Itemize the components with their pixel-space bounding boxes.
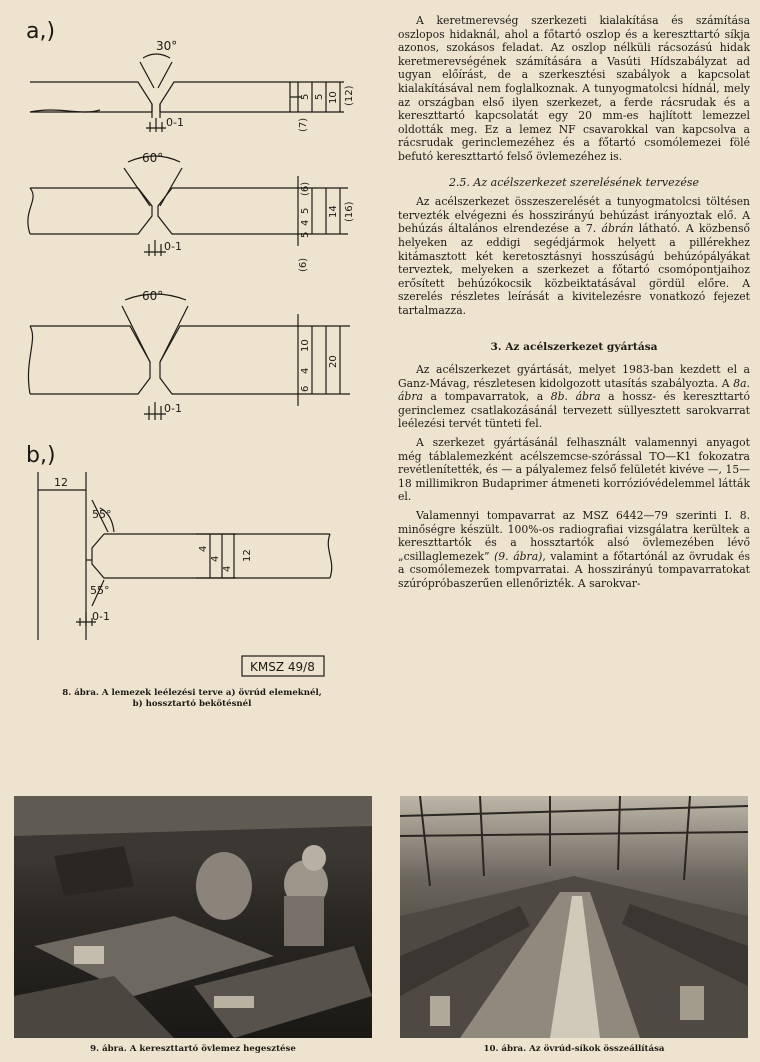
gap-label: 0-1 xyxy=(164,402,182,415)
weld-panel-2 xyxy=(28,156,348,256)
angle-label: 60° xyxy=(142,151,164,165)
angle-label: 60° xyxy=(142,289,164,303)
dim-label: 14 xyxy=(328,205,339,218)
dim-label: 4 xyxy=(210,555,221,562)
dim-label: 5 xyxy=(314,93,325,100)
label-a: a,) xyxy=(26,19,56,44)
angle-label: 55° xyxy=(90,584,110,597)
dim-label: 5 xyxy=(300,93,311,100)
figure-8-drawing xyxy=(0,0,380,720)
paragraph xyxy=(398,195,750,317)
text-column xyxy=(398,14,750,591)
dim-label: 4 xyxy=(300,219,311,226)
figure-10-caption: 10. ábra. Az övrúd-síkok összeállítása xyxy=(483,1044,665,1054)
gap-label: 0-1 xyxy=(166,116,184,129)
figure-8-caption xyxy=(12,688,372,710)
dim-label: 5 xyxy=(300,207,311,214)
emphasis: 8b. ábra xyxy=(550,390,601,404)
angle-label: 55° xyxy=(92,508,112,521)
dim-label: 4 xyxy=(222,565,233,572)
emphasis: 8a. ábra xyxy=(398,376,750,404)
emphasis: (9. ábra) xyxy=(494,549,543,563)
dim-label: 4 xyxy=(198,545,209,552)
figure-8-caption-line1: 8. ábra. A lemezek leélezési terve a) övrúd elemeknél, xyxy=(62,688,322,698)
emphasis: ábrán xyxy=(601,222,634,236)
paragraph xyxy=(398,509,750,591)
dim-label: 5 xyxy=(300,231,311,238)
dim-label: 10 xyxy=(300,339,311,352)
paragraph xyxy=(398,363,750,431)
figure-9-caption: 9. ábra. A kereszttartó övlemez hegesztése xyxy=(90,1044,296,1054)
dim-label: 12 xyxy=(54,476,68,489)
section-heading-2-5: 2.5. Az acélszerkezet szerelésének tervezése xyxy=(448,175,700,189)
photo-assembly-image xyxy=(400,796,748,1038)
dim-label: 4 xyxy=(300,367,311,374)
stamp-text: KMSZ 49/8 xyxy=(250,660,315,674)
paragraph: A keretmerevség szerkezeti kialakítása és számítása oszlopos hidaknál, ahol a főtartó oszlop és a kereszttartó síkja azonos, szokásos feladat. Az oszlop nélküli rácsozású hidak keretmerevségének számítására a Vasúti Hídszabályzat ad ugyan előírást, de a szerkesztési szabályok a kapcsolat kialakításával nem foglalkoznak. A tunyogmatolcsi hídnál, mely az országban első ilyen szerkezet, a ferde rácsrudak és a kereszttartó kapcsolatát egy 20 mm-es hajlított lemezzel oldották meg. Ez a lemez NF csavarokkal van kapcsolva a rácsrudak gerinclemezéhez és a főtartó csomólemezei fölé befutó kereszttartó felső övlemezéhez is. xyxy=(398,14,750,163)
photo-welding-image xyxy=(14,796,372,1038)
dim-label: 6 xyxy=(300,385,311,392)
figure-8-caption-line2: b) hossztartó bekötésnél xyxy=(132,699,252,709)
gap-label: 0-1 xyxy=(92,610,110,623)
label-b: b,) xyxy=(26,443,56,468)
angle-label: 30° xyxy=(156,39,178,53)
section-heading-3: 3. Az acélszerkezet gyártása xyxy=(490,341,658,354)
photo-assembly xyxy=(400,796,748,1038)
dim-label: (6) xyxy=(298,257,309,272)
gap-label: 0-1 xyxy=(164,240,182,253)
dim-label: (16) xyxy=(344,201,355,222)
dim-label: 10 xyxy=(328,91,339,104)
dim-label: (7) xyxy=(298,117,309,132)
text-span: Az acélszerkezet összeszerelését a tunyogmatolcsi töltésen tervezték elvégezni és hosszirányú behúzást irányoztak elő. A behúzás általános elrendezése a 7. xyxy=(398,195,750,236)
paragraph: A szerkezet gyártásánál felhasznált valamennyi anyagot még táblalemezként acélszemcse-szórással TO—K1 fokozatra revétlenítették, és — a pályalemez felső felületét kivéve —, 15—18 millimikron Budaprimer átmeneti korrózióvédelemmel látták el. xyxy=(398,436,750,504)
text-span: látható. A közbenső helyeken az eddigi segédjármok helyett a pillérekhez kitámasztott két keretosztásnyi hosszúságú behúzópályákat terveztek, melyeken a szerkezet a főtartó csomópontjaihoz erősített behúzókocsik közbeiktatásával gördül előre. A szerelés részletes leírását a kivitelezésre vonatkozó fejezet tartalmazza. xyxy=(398,222,750,317)
text-span: Az acélszerkezet gyártását, melyet 1983-ban kezdett el a Ganz-Mávag, részletesen kidolgozott utasítás szabályozta. A xyxy=(398,363,750,390)
text-span: Valamennyi tompavarrat az MSZ 6442—79 szerinti I. 8. minőségre készült. 100%-os radiografiai vizsgálatra kerültek a kereszttartók és a hossztartók alsó övlemezében lévő „csillaglemezek” xyxy=(398,509,750,563)
dim-label: (12) xyxy=(344,85,355,106)
text-span: a hossz- és kereszttartó gerinclemez csatlakozásánál tervezett süllyesztett sarokvarrat leélezési tervét tünteti fel. xyxy=(398,390,750,431)
dim-label: 20 xyxy=(328,355,339,368)
photo-welding xyxy=(14,796,372,1038)
weld-panel-1 xyxy=(30,54,344,132)
text-span: a tompavarratok, a xyxy=(422,390,551,404)
weld-panel-b xyxy=(38,472,332,640)
dim-label: (6) xyxy=(300,181,311,196)
text-span: , valamint a főtartónál az övrudak és a csomólemezek tompvarratai. A hosszirányú tompavarratokat szúrópróbaszerűen ellenőrizték. A sarokvar- xyxy=(398,549,750,590)
dim-label: 12 xyxy=(242,549,253,562)
weld-panel-3 xyxy=(28,294,350,420)
